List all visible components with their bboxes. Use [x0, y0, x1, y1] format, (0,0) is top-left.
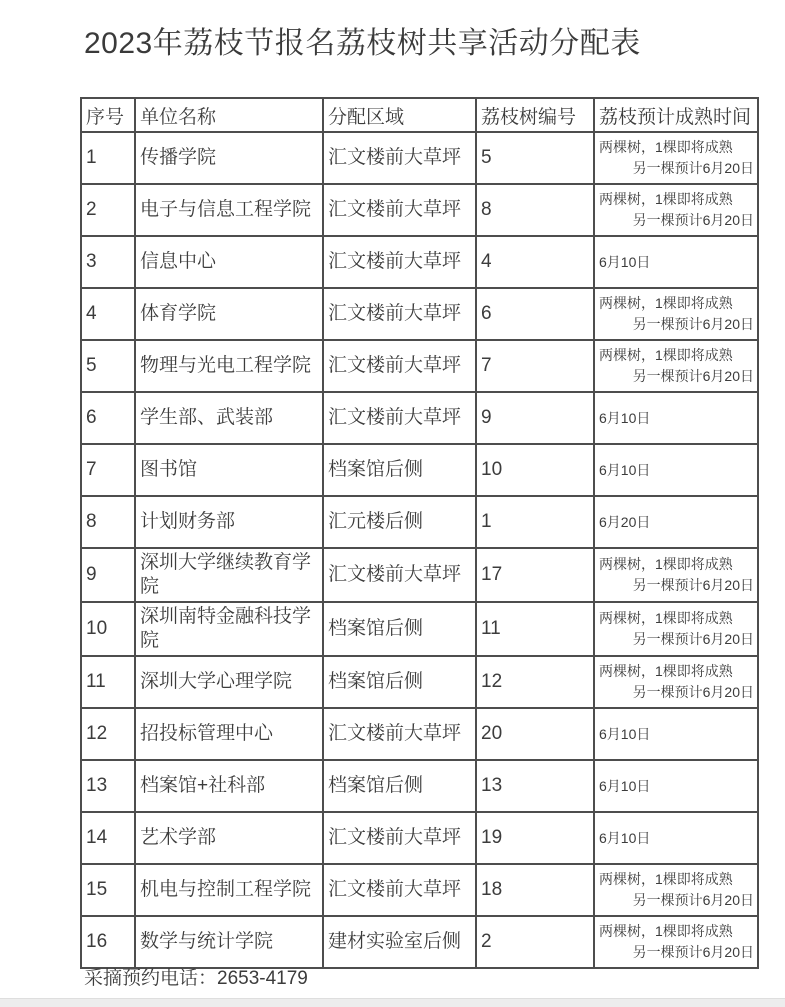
table-row	[81, 496, 758, 548]
cell-tree-number: 17	[476, 548, 594, 602]
cell-tree-number: 1	[476, 496, 594, 548]
cell-unit-name: 深圳大学继续教育学院	[135, 548, 323, 602]
cell-serial: 10	[81, 602, 135, 656]
ripen-time-line2: 另一棵预计6月20日	[632, 212, 754, 228]
cell-ripen-time	[594, 132, 758, 184]
table-row	[81, 184, 758, 236]
cell-serial: 8	[81, 496, 135, 548]
table-row	[81, 444, 758, 496]
cell-tree-number: 10	[476, 444, 594, 496]
cell-tree-number: 12	[476, 656, 594, 708]
table-row	[81, 548, 758, 602]
ripen-time-line1: 6月10日	[599, 777, 651, 794]
cell-unit-name: 图书馆	[135, 444, 323, 496]
ripen-time-line1: 6月10日	[599, 461, 651, 478]
ripen-time-line2: 另一棵预计6月20日	[632, 892, 754, 908]
cell-serial: 5	[81, 340, 135, 392]
cell-area: 汇元楼后侧	[323, 496, 476, 548]
ripen-time-line1: 6月10日	[599, 253, 651, 270]
ripen-time-line2: 另一棵预计6月20日	[632, 684, 754, 700]
table-row	[81, 602, 758, 656]
cell-unit-name: 信息中心	[135, 236, 323, 288]
cell-unit-name: 学生部、武装部	[135, 392, 323, 444]
table-header-row	[81, 98, 758, 132]
cell-tree-number: 20	[476, 708, 594, 760]
cell-serial: 16	[81, 916, 135, 968]
cell-area: 汇文楼前大草坪	[323, 184, 476, 236]
cell-serial: 2	[81, 184, 135, 236]
ripen-time-line1: 6月10日	[599, 409, 651, 426]
cell-ripen-time	[594, 602, 758, 656]
cell-area: 档案馆后侧	[323, 760, 476, 812]
ripen-time-line2: 另一棵预计6月20日	[632, 368, 754, 384]
cell-unit-name: 数学与统计学院	[135, 916, 323, 968]
table-body	[81, 132, 758, 968]
cell-serial: 9	[81, 548, 135, 602]
cell-ripen-time	[594, 864, 758, 916]
cell-unit-name: 招投标管理中心	[135, 708, 323, 760]
table-row	[81, 656, 758, 708]
table-row	[81, 132, 758, 184]
ripen-time-line1: 两棵树，1棵即将成熟	[599, 923, 733, 939]
ripen-time-line1: 6月10日	[599, 829, 651, 846]
ripen-time-line2: 另一棵预计6月20日	[632, 316, 754, 332]
table-row	[81, 340, 758, 392]
ripen-time-line2: 另一棵预计6月20日	[632, 944, 754, 960]
cell-tree-number: 8	[476, 184, 594, 236]
cell-tree-number: 2	[476, 916, 594, 968]
cell-area: 汇文楼前大草坪	[323, 288, 476, 340]
cell-serial: 4	[81, 288, 135, 340]
cell-ripen-time	[594, 340, 758, 392]
cell-ripen-time	[594, 392, 758, 444]
cell-serial: 1	[81, 132, 135, 184]
cell-tree-number: 6	[476, 288, 594, 340]
cell-area: 档案馆后侧	[323, 602, 476, 656]
table-row	[81, 236, 758, 288]
cell-ripen-time	[594, 812, 758, 864]
cell-area: 汇文楼前大草坪	[323, 812, 476, 864]
cell-unit-name: 机电与控制工程学院	[135, 864, 323, 916]
cell-unit-name: 物理与光电工程学院	[135, 340, 323, 392]
header-tree-number: 荔枝树编号	[476, 98, 594, 132]
table-row	[81, 392, 758, 444]
cell-tree-number: 18	[476, 864, 594, 916]
cell-ripen-time	[594, 236, 758, 288]
cell-area: 汇文楼前大草坪	[323, 708, 476, 760]
cell-unit-name: 计划财务部	[135, 496, 323, 548]
ripen-time-line1: 两棵树，1棵即将成熟	[599, 295, 733, 311]
ripen-time-line1: 两棵树，1棵即将成熟	[599, 139, 733, 155]
cell-ripen-time	[594, 548, 758, 602]
table-row	[81, 864, 758, 916]
cell-area: 汇文楼前大草坪	[323, 392, 476, 444]
ripen-time-line1: 6月10日	[599, 725, 651, 742]
cell-area: 档案馆后侧	[323, 444, 476, 496]
ripen-time-line1: 两棵树，1棵即将成熟	[599, 191, 733, 207]
ripen-time-line1: 两棵树，1棵即将成熟	[599, 610, 733, 626]
header-unit-name: 单位名称	[135, 98, 323, 132]
booking-phone-note: 采摘预约电话：2653-4179	[84, 968, 308, 989]
cell-tree-number: 4	[476, 236, 594, 288]
cell-ripen-time	[594, 760, 758, 812]
ripen-time-line2: 另一棵预计6月20日	[632, 577, 754, 593]
cell-area: 汇文楼前大草坪	[323, 340, 476, 392]
ripen-time-line1: 两棵树，1棵即将成熟	[599, 556, 733, 572]
ripen-time-line1: 两棵树，1棵即将成熟	[599, 663, 733, 679]
cell-area: 建材实验室后侧	[323, 916, 476, 968]
cell-serial: 3	[81, 236, 135, 288]
table-row	[81, 812, 758, 864]
cell-serial: 6	[81, 392, 135, 444]
cell-ripen-time	[594, 288, 758, 340]
page-title: 2023年荔枝节报名荔枝树共享活动分配表	[84, 27, 641, 60]
cell-serial: 13	[81, 760, 135, 812]
header-ripen-time: 荔枝预计成熟时间	[594, 98, 758, 132]
table-row	[81, 760, 758, 812]
allocation-table	[80, 97, 759, 969]
cell-area: 档案馆后侧	[323, 656, 476, 708]
table-row	[81, 708, 758, 760]
cell-ripen-time	[594, 656, 758, 708]
table-row	[81, 916, 758, 968]
cell-unit-name: 档案馆+社科部	[135, 760, 323, 812]
cell-area: 汇文楼前大草坪	[323, 864, 476, 916]
cell-area: 汇文楼前大草坪	[323, 548, 476, 602]
header-allocation-area: 分配区域	[323, 98, 476, 132]
cell-unit-name: 电子与信息工程学院	[135, 184, 323, 236]
header-serial-number: 序号	[81, 98, 135, 132]
cell-unit-name: 体育学院	[135, 288, 323, 340]
cell-serial: 15	[81, 864, 135, 916]
cell-tree-number: 7	[476, 340, 594, 392]
cell-tree-number: 19	[476, 812, 594, 864]
cell-tree-number: 5	[476, 132, 594, 184]
cell-tree-number: 9	[476, 392, 594, 444]
page-bottom-strip	[0, 998, 785, 1007]
cell-serial: 7	[81, 444, 135, 496]
ripen-time-line1: 两棵树，1棵即将成熟	[599, 871, 733, 887]
ripen-time-line1: 6月20日	[599, 513, 651, 530]
cell-unit-name: 深圳南特金融科技学院	[135, 602, 323, 656]
cell-tree-number: 11	[476, 602, 594, 656]
ripen-time-line1: 两棵树，1棵即将成熟	[599, 347, 733, 363]
cell-ripen-time	[594, 916, 758, 968]
table-row	[81, 288, 758, 340]
cell-unit-name: 深圳大学心理学院	[135, 656, 323, 708]
cell-area: 汇文楼前大草坪	[323, 236, 476, 288]
cell-serial: 12	[81, 708, 135, 760]
ripen-time-line2: 另一棵预计6月20日	[632, 160, 754, 176]
cell-tree-number: 13	[476, 760, 594, 812]
ripen-time-line2: 另一棵预计6月20日	[632, 631, 754, 647]
cell-unit-name: 艺术学部	[135, 812, 323, 864]
cell-area: 汇文楼前大草坪	[323, 132, 476, 184]
cell-ripen-time	[594, 184, 758, 236]
cell-ripen-time	[594, 708, 758, 760]
cell-ripen-time	[594, 444, 758, 496]
cell-unit-name: 传播学院	[135, 132, 323, 184]
cell-ripen-time	[594, 496, 758, 548]
cell-serial: 14	[81, 812, 135, 864]
cell-serial: 11	[81, 656, 135, 708]
